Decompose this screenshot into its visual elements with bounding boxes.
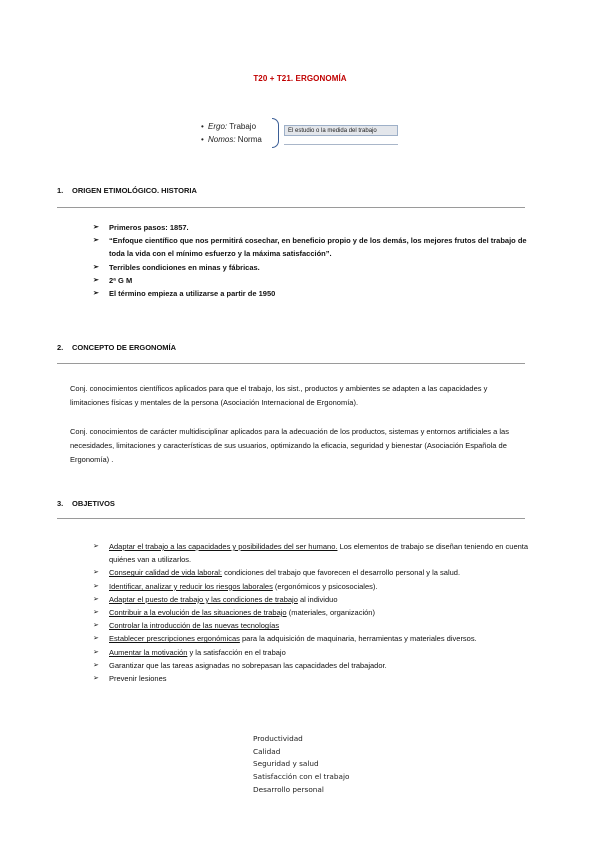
etymology-meaning: Trabajo bbox=[229, 122, 257, 131]
arrow-icon: ➢ bbox=[93, 648, 99, 656]
historia-list bbox=[93, 221, 533, 300]
objective-key: Contribuir a la evolución de las situaciones de trabajo bbox=[109, 608, 287, 618]
objective-key: Controlar la introducción de las nuevas tecnologías bbox=[109, 621, 280, 631]
arrow-icon: ➢ bbox=[93, 276, 99, 284]
summary-list bbox=[253, 733, 349, 797]
etymology-item-nomos bbox=[201, 133, 262, 146]
objective-detail: para la adquisición de maquinaria, herramientas y materiales diversos. bbox=[239, 634, 477, 644]
objetivos-list bbox=[93, 540, 533, 685]
etymology-meaning: Norma bbox=[237, 135, 262, 144]
list-item bbox=[93, 646, 533, 659]
objective-detail: (ergonómicos y psicosociales). bbox=[272, 581, 378, 591]
list-item bbox=[93, 606, 533, 619]
section-rule bbox=[57, 363, 525, 364]
objective-detail: al individuo bbox=[297, 594, 338, 604]
page-title: T20 + T21. ERGONOMÍA bbox=[253, 74, 347, 83]
list-item bbox=[93, 540, 533, 566]
list-item bbox=[93, 593, 533, 606]
objective-key: Adaptar el puesto de trabajo y las condiciones de trabajo bbox=[109, 594, 298, 604]
etymology-item-ergo bbox=[201, 120, 256, 133]
list-item-text: 2ª G M bbox=[109, 275, 133, 285]
right-brace bbox=[272, 118, 279, 148]
bullet: • bbox=[201, 122, 204, 131]
objective-key: Identificar, analizar y reducir los riesgos laborales bbox=[109, 581, 273, 591]
etymology-definition: El estudio o la medida del trabajo bbox=[284, 125, 398, 136]
summary-item: Productividad bbox=[253, 734, 303, 743]
summary-item: Seguridad y salud bbox=[253, 759, 319, 769]
summary-item: Satisfacción con el trabajo bbox=[253, 772, 350, 782]
concepto-paragraph: Conj. conocimientos científicos aplicados para que el trabajo, los sist., productos y ambientes se adapten a las capacidades y limitaciones físicas y mentales de la persona (Asociación Internacional de Ergonomía). bbox=[70, 384, 488, 407]
etymology-term: Nomos: bbox=[208, 135, 236, 144]
list-item bbox=[93, 672, 533, 685]
list-item bbox=[93, 221, 533, 234]
arrow-icon: ➢ bbox=[93, 661, 99, 669]
list-item-text: El término empieza a utilizarse a partir de 1950 bbox=[109, 289, 276, 299]
list-item bbox=[93, 619, 533, 632]
summary-item: Calidad bbox=[253, 746, 281, 756]
section-number: 3. bbox=[57, 499, 64, 508]
arrow-icon: ➢ bbox=[93, 237, 99, 245]
section-heading-text: ORIGEN ETIMOLÓGICO. HISTORIA bbox=[72, 186, 197, 195]
arrow-icon: ➢ bbox=[93, 543, 99, 550]
objective-key: Adaptar el trabajo a las capacidades y posibilidades del ser humano. bbox=[109, 542, 338, 551]
objective-key: Establecer prescripciones ergonómicas bbox=[109, 634, 240, 644]
list-item bbox=[93, 261, 533, 274]
objective-detail: Garantizar que las tareas asignadas no sobrepasan las capacidades del trabajador. bbox=[109, 660, 387, 670]
list-item bbox=[93, 580, 533, 593]
concepto-paragraph: Conj. conocimientos de carácter multidisciplinar aplicados para la adecuación de los productos, sistemas y entornos artificiales a las necesidades, limitaciones y características de sus usuarios, optimizando la eficacia, seguridad y bienestar (Asociación Española de Ergonomía) . bbox=[70, 427, 509, 464]
etymology-term: Ergo: bbox=[208, 122, 228, 131]
list-item bbox=[93, 566, 533, 579]
arrow-icon: ➢ bbox=[93, 622, 99, 630]
list-item bbox=[93, 632, 533, 645]
arrow-icon: ➢ bbox=[93, 609, 99, 617]
section-heading-historia bbox=[57, 186, 197, 195]
arrow-icon: ➢ bbox=[93, 582, 99, 590]
arrow-icon: ➢ bbox=[93, 675, 99, 683]
summary-item: Desarrollo personal bbox=[253, 784, 324, 794]
list-item bbox=[93, 659, 533, 672]
section-heading-concepto bbox=[57, 343, 176, 352]
arrow-icon: ➢ bbox=[93, 224, 99, 231]
section-heading-text: OBJETIVOS bbox=[72, 499, 115, 508]
objective-detail: Los elementos de trabajo se diseñan teniendo en cuenta quiénes van a utilizarlos. bbox=[109, 542, 529, 565]
objective-detail: Prevenir lesiones bbox=[109, 674, 167, 684]
arrow-icon: ➢ bbox=[93, 595, 99, 603]
list-item-text: “Enfoque científico que nos permitirá cosechar, en beneficio propio y de los demás, los mejores frutos del trabajo de toda la vida con el mínimo esfuerzo y la máxima satisfacción”. bbox=[109, 236, 527, 259]
objective-detail: y la satisfacción en el trabajo bbox=[187, 647, 286, 657]
objective-key: Conseguir calidad de vida laboral: bbox=[109, 568, 222, 578]
section-number: 1. bbox=[57, 186, 64, 195]
list-item bbox=[93, 274, 533, 287]
arrow-icon: ➢ bbox=[93, 569, 99, 577]
arrow-icon: ➢ bbox=[93, 263, 99, 271]
list-item bbox=[93, 287, 533, 300]
objective-detail: condiciones del trabajo que favorecen el desarrollo personal y la salud. bbox=[222, 568, 461, 578]
objective-key: Aumentar la motivación bbox=[109, 647, 188, 657]
section-number: 2. bbox=[57, 343, 64, 352]
list-item-text: Terribles condiciones en minas y fábricas. bbox=[109, 262, 260, 272]
arrow-icon: ➢ bbox=[93, 635, 99, 643]
arrow-icon: ➢ bbox=[93, 290, 99, 298]
divider bbox=[284, 144, 398, 145]
list-item bbox=[93, 234, 533, 260]
bullet: • bbox=[201, 135, 204, 144]
objective-detail: (materiales, organización) bbox=[286, 608, 375, 618]
section-heading-text: CONCEPTO DE ERGONOMÍA bbox=[72, 343, 177, 352]
section-rule bbox=[57, 518, 525, 519]
section-heading-objetivos bbox=[57, 499, 115, 508]
section-rule bbox=[57, 207, 525, 208]
list-item-text: Primeros pasos: 1857. bbox=[109, 223, 189, 232]
